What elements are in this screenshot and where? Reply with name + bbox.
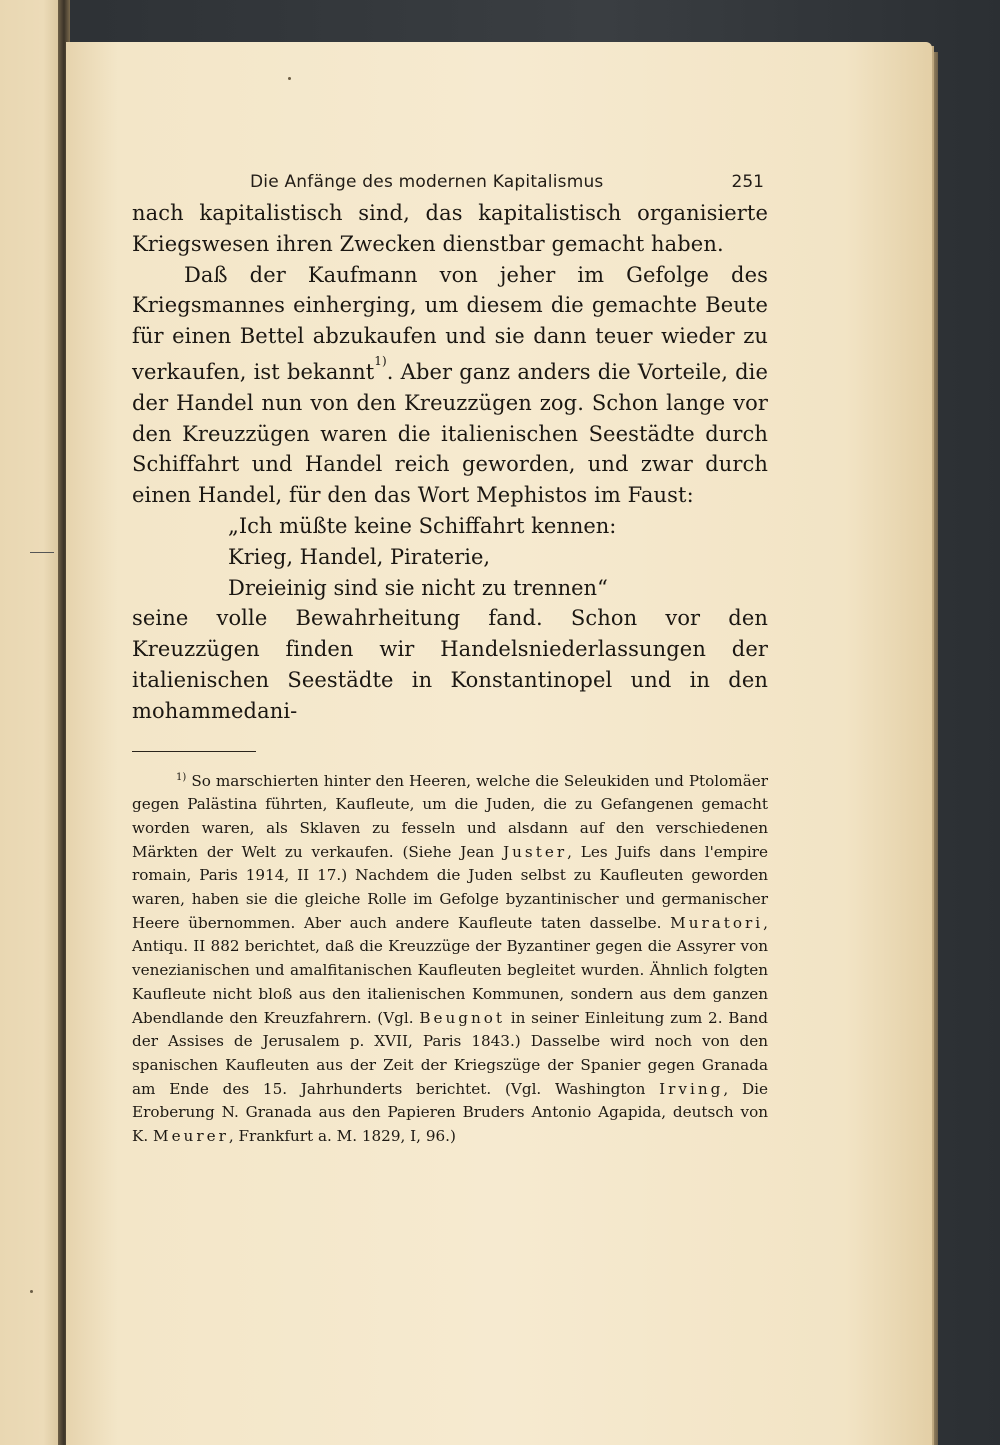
- paragraph-1: nach kapitalistisch sind, das kapitalistisch organisierte Kriegswesen ihren Zwecken dienstbar gemacht haben.: [132, 201, 768, 256]
- footnote-text-4: in seiner Einleitung zum 2. Band der Assises de Jerusalem p. XVII, Paris 1843.) Dasselbe wird noch von den spanischen Kaufleuten aus der Zeit der Kriegszüge der Spanier gegen Granada am Ende des 15. Jahrhunderts berichtet. (Vgl. Washington: [132, 1008, 769, 1098]
- footnote-reference[interactable]: 1): [374, 353, 387, 368]
- footnote-author-muratori: Muratori: [670, 913, 764, 932]
- facing-page-edge: [0, 0, 63, 1445]
- footnote-author-juster: Juster: [503, 842, 568, 861]
- running-head-title: Die Anfänge des modernen Kapitalismus: [250, 172, 604, 192]
- paper-speck: [30, 1290, 33, 1293]
- verse-line-1: „Ich müßte keine Schiffahrt kennen:: [228, 513, 617, 538]
- footnote-text-2: , Les Juifs dans l'empire romain, Paris 1914, II 17.) Nachdem die Juden selbst zu Kaufleuten geworden waren, haben sie die gleiche Rolle im Gefolge byzantinischer und germanischer Heere übernommen. Aber auch andere Kaufleute taten dasselbe.: [132, 842, 769, 932]
- page-content: [132, 162, 768, 1149]
- footnote-text-3: , Antiqu. II 882 berichtet, daß die Kreuzzüge der Byzantiner gegen die Assyrer von venezianischen und amalfitanischen Kaufleuten begleitet wurden. Ähnlich folgten Kaufleute nicht bloß aus den italienischen Kommunen, sondern aus dem ganzen Abendlande den Kreuzfahrern. (Vgl.: [132, 913, 768, 1027]
- page-number: 251: [731, 172, 764, 192]
- margin-pencil-mark: [30, 552, 54, 553]
- main-text-continued: [132, 603, 768, 726]
- paragraph-3: seine volle Bewahrheitung fand. Schon vor den Kreuzzügen finden wir Handelsniederlassungen der italienischen Seestädte in Konstantinopel und in den mohammedani-: [132, 606, 768, 723]
- paragraph-2-text-b: . Aber ganz anders die Vorteile, die der Handel nun von den Kreuzzügen zog. Schon lange vor den Kreuzzügen waren die italienischen Seestädte durch Schiffahrt und Handel reich geworden, und zwar durch einen Handel, für den das Wort Mephistos im Faust:: [132, 359, 768, 508]
- verse-line-3: Dreieinig sind sie nicht zu trennen“: [228, 575, 608, 600]
- footnote-separator: [132, 751, 256, 752]
- running-head: [132, 162, 768, 198]
- footnote-1: [132, 766, 768, 1149]
- verse-line-2: Krieg, Handel, Piraterie,: [228, 544, 491, 569]
- footnote-author-beugnot: Beugnot: [419, 1008, 506, 1027]
- footnote-author-meurer: Meurer: [153, 1127, 229, 1146]
- main-text: [132, 198, 768, 511]
- footnote-author-irving: Irving: [659, 1079, 724, 1098]
- footnote-marker: 1): [176, 771, 187, 783]
- faust-quotation: [228, 511, 768, 603]
- paragraph-2: [132, 260, 768, 511]
- footnote-text-6: , Frankfurt a. M. 1829, I, 96.): [228, 1127, 456, 1146]
- paper-speck: [288, 77, 291, 80]
- paragraph-2-text-a: Daß der Kaufmann von jeher im Gefolge des Kriegsmannes einherging, um diesem die gemachte Beute für einen Bettel abzukaufen und sie dann teuer wieder zu verkaufen, ist bekannt: [132, 262, 768, 384]
- footnote-text-1: So marschierten hinter den Heeren, welche die Seleukiden und Ptolomäer gegen Palästina führten, Kaufleute, um die Juden, die zu Gefangenen gemacht worden waren, als Sklaven zu fesseln und alsdann auf den verschiedenen Märkten der Welt zu verkaufen. (Siehe Jean: [132, 771, 769, 861]
- footnote-text-5: , Die Eroberung N. Granada aus den Papieren Bruders Antonio Agapida, deutsch von K.: [132, 1079, 768, 1146]
